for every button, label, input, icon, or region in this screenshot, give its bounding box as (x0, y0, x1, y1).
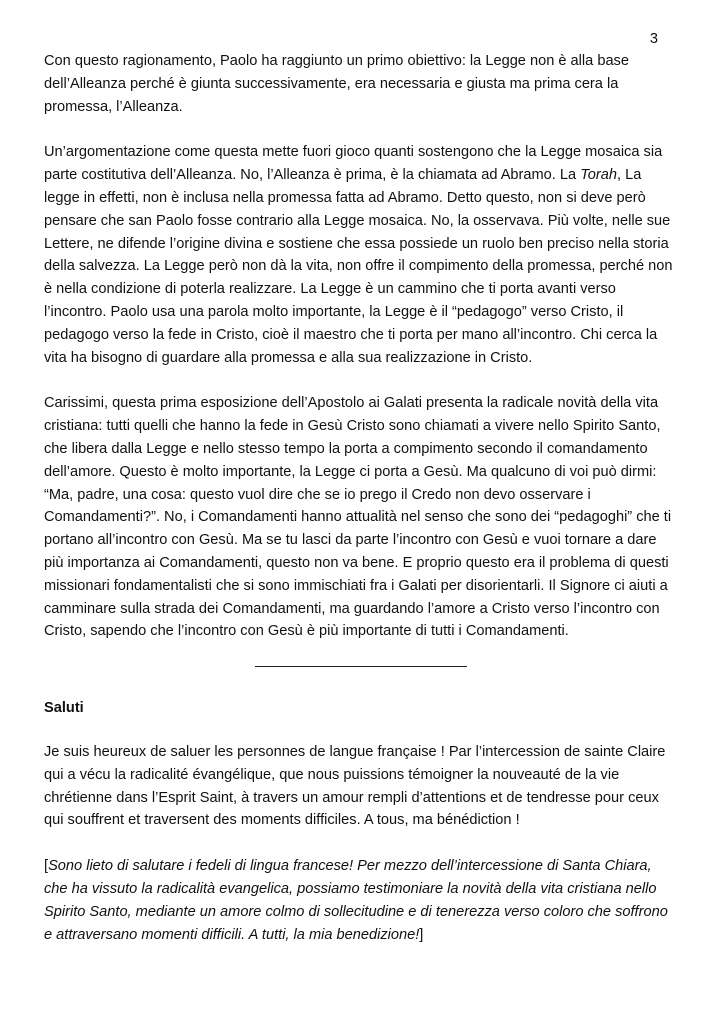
section-heading: Saluti (44, 700, 84, 717)
paragraph-3: Carissimi, questa prima esposizione dell’Apostolo ai Galati presenta la radicale novità della vita cristiana: tutti quelli che hanno la fede in Gesù Cristo sono chiamati a vivere nello Spirito Santo, che libera dalla Legge e nello stesso tempo la porta a compimento secondo il comandamento dell’amore. Questo è molto importante, la Legge ci porta a Gesù. Ma qualcuno di voi può dirmi: “Ma, padre, una cosa: questo vuol dire che se io prego il Credo non devo osservare i Comandamenti?”. No, i Comandamenti hanno attualità nel senso che sono dei “pedagoghi” che ti portano all’incontro con Gesù. Ma se tu lasci da parte l’incontro con Gesù e vuoi tornare a dare più importanza ai Comandamenti, questo non va bene. E proprio questo era il problema di questi missionari fondamentalisti che si sono immischiati fra i Galati per disorientarli. Il Signore ci aiuti a camminare sulla strada dei Comandamenti, ma guardando l’amore a Cristo verso l’incontro con Cristo, sapendo che l’incontro con Gesù è più importante di tutti i Comandamenti. (44, 395, 672, 640)
translation-text: Sono lieto di salutare i fedeli di lingua francese! Per mezzo dell’intercessione di Santa Chiara, che ha vissuto la radicalità evangelica, possiamo testimoniare la novità della vita cristiana nello Spirito Santo, mediante un amore colmo di sollecitudine e di tenerezza verso coloro che soffrono e attraversano momenti difficili. A tutti, la mia benedizione! (44, 858, 668, 943)
bracket-open: [ (44, 858, 49, 875)
french-greeting: Je suis heureux de saluer les personnes de langue française ! Par l’intercession de sainte Claire qui a vécu la radicalité évangélique, que nous puissions témoigner la nouveauté de la vie chrétienne dans l’Esprit Saint, à travers un amour rempli d’attentions et de tendresse pour ceux qui souffrent et traversent des moments difficiles. A tous, ma bénédiction ! (44, 743, 666, 829)
bracket-close: ] (419, 926, 424, 943)
document-body (44, 50, 678, 969)
page-number: 3 (649, 31, 658, 47)
section-separator-line (255, 666, 467, 667)
paragraph-1: Con questo ragionamento, Paolo ha raggiunto un primo obiettivo: la Legge non è alla base dell’Alleanza perché è giunta successivamente, era necessaria e giusta ma prima cera la promessa, l’Alleanza. (44, 53, 629, 115)
paragraph-2-text-b: , La legge in effetti, non è inclusa nella promessa fatta ad Abramo. Detto questo, non si deve però pensare che san Paolo fosse contrario alla Legge mosaica. No, la osservava. Più volte, nelle sue Lettere, ne difende l’origine divina e sostiene che essa possiede un ruolo ben preciso nella storia della salvezza. La Legge però non dà la vita, non offre il compimento della promessa, perché non è nella condizione di poterla realizzare. La Legge è un cammino che ti porta avanti verso l’incontro. Paolo usa una parola molto importante, la Legge è il “pedagogo” verso Cristo, il pedagogo verso la fede in Cristo, cioè il maestro che ti porta per mano all’incontro. Chi cerca la vita ha bisogno di guardare alla promessa e alla sua realizzazione in Cristo. (44, 167, 673, 366)
torah-italic-word: Torah (580, 167, 617, 184)
paragraph-2-text-a: Un’argomentazione come questa mette fuori gioco quanti sostengono che la Legge mosaica sia parte costitutiva dell’Alleanza. No, l’Alleanza è prima, è la chiamata ad Abramo. La (44, 144, 663, 184)
italian-translation (44, 855, 678, 946)
paragraph-2 (44, 141, 678, 369)
